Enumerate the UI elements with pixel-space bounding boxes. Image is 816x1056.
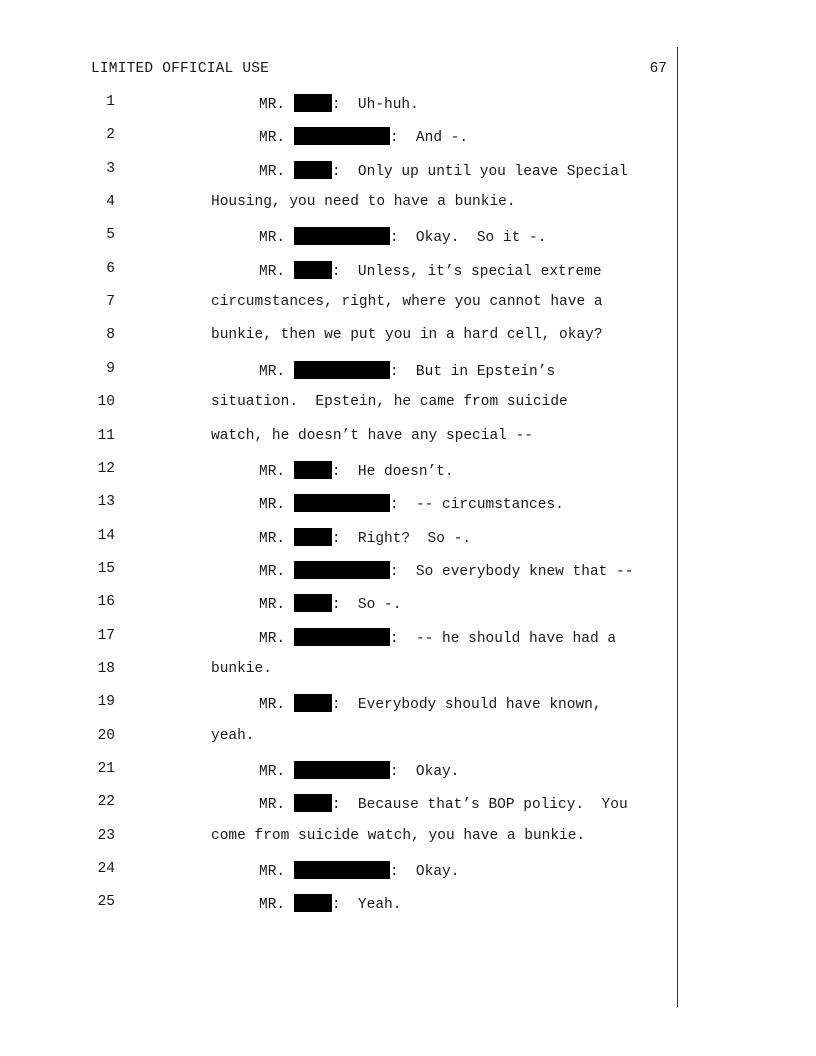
spoken-text: : -- he should have had a: [389, 630, 617, 647]
redaction-box: [294, 127, 390, 145]
page-number: 67: [649, 61, 667, 77]
speaker-title: MR.: [259, 563, 294, 580]
redaction-box: [294, 361, 390, 379]
spoken-text: : -- circumstances.: [389, 497, 564, 514]
speaker-line: [259, 494, 564, 513]
spoken-text: : Uh-huh.: [331, 97, 419, 113]
speaker-title: MR.: [259, 764, 294, 780]
speaker-line: [259, 361, 555, 380]
redaction-box: [294, 894, 332, 912]
speaker-title: MR.: [259, 530, 294, 547]
redaction-box: [294, 561, 390, 579]
speaker-title: MR.: [259, 897, 294, 914]
line-number: 20: [97, 727, 115, 744]
speaker-line: [259, 628, 616, 647]
line-number: 7: [106, 294, 115, 311]
redaction-box: [294, 94, 332, 112]
speaker-line: [259, 894, 401, 913]
line-number: 1: [106, 94, 115, 110]
line-number: 23: [97, 827, 115, 844]
speaker-title: MR.: [259, 864, 294, 881]
line-number: 19: [97, 694, 115, 711]
spoken-text: : He doesn’t.: [331, 463, 454, 480]
redaction-box: [294, 161, 332, 179]
line-number: 13: [97, 494, 115, 511]
speaker-title: MR.: [259, 163, 294, 180]
continuation-line: bunkie, then we put you in a hard cell, okay?: [211, 327, 603, 344]
line-number: 10: [97, 394, 115, 411]
speaker-line: [259, 594, 401, 613]
line-number: 12: [97, 460, 115, 477]
speaker-title: MR.: [259, 230, 294, 247]
redaction-box: [294, 594, 332, 612]
line-number: 9: [106, 360, 115, 377]
spoken-text: : Yeah.: [331, 897, 402, 914]
line-number: 18: [97, 660, 115, 677]
line-number: 21: [97, 761, 115, 777]
redaction-box: [294, 494, 390, 512]
speaker-title: MR.: [259, 263, 294, 280]
speaker-title: MR.: [259, 697, 294, 714]
spoken-text: : Unless, it’s special extreme: [331, 263, 602, 280]
speaker-line: [259, 461, 454, 480]
line-number: 14: [97, 527, 115, 544]
continuation-line: situation. Epstein, he came from suicide: [211, 394, 568, 411]
speaker-title: MR.: [259, 630, 294, 647]
line-number: 15: [97, 560, 115, 577]
redaction-box: [294, 528, 332, 546]
redaction-box: [294, 861, 390, 879]
line-number: 16: [97, 594, 115, 611]
continuation-line: bunkie.: [211, 660, 272, 677]
line-number: 25: [97, 894, 115, 911]
speaker-title: MR.: [259, 597, 294, 614]
speaker-line: [259, 161, 628, 180]
speaker-line: [259, 261, 602, 280]
line-number: 8: [106, 327, 115, 344]
right-margin-rule: [677, 47, 678, 1007]
classification-header: LIMITED OFFICIAL USE: [91, 61, 270, 77]
continuation-line: come from suicide watch, you have a bunkie.: [211, 827, 586, 844]
redaction-box: [294, 261, 332, 279]
line-number: 4: [106, 194, 115, 211]
speaker-title: MR.: [259, 797, 294, 814]
spoken-text: : But in Epstein’s: [389, 363, 556, 380]
speaker-title: MR.: [259, 130, 294, 147]
speaker-line: [259, 528, 471, 547]
spoken-text: : Right? So -.: [331, 530, 472, 547]
line-number: 3: [106, 160, 115, 177]
spoken-text: : So -.: [331, 597, 402, 614]
line-number: 17: [97, 627, 115, 644]
speaker-line: [259, 561, 633, 580]
spoken-text: : Okay.: [389, 764, 460, 780]
continuation-line: watch, he doesn’t have any special --: [211, 427, 533, 444]
spoken-text: : Okay. So it -.: [389, 230, 547, 247]
speaker-title: MR.: [259, 497, 294, 514]
speaker-title: MR.: [259, 363, 294, 380]
speaker-line: [259, 761, 459, 780]
speaker-line: [259, 861, 459, 880]
line-number: 11: [97, 427, 115, 444]
spoken-text: : Because that’s BOP policy. You: [331, 797, 628, 814]
speaker-line: [259, 227, 546, 246]
redaction-box: [294, 461, 332, 479]
line-number: 5: [106, 227, 115, 244]
continuation-line: Housing, you need to have a bunkie.: [211, 194, 516, 211]
line-number: 24: [97, 861, 115, 878]
continuation-line: circumstances, right, where you cannot have a: [211, 294, 603, 311]
redaction-box: [294, 794, 332, 812]
continuation-line: yeah.: [211, 727, 255, 744]
speaker-line: [259, 794, 628, 813]
speaker-title: MR.: [259, 463, 294, 480]
spoken-text: : Everybody should have known,: [331, 697, 602, 714]
spoken-text: : Only up until you leave Special: [331, 163, 628, 180]
spoken-text: : Okay.: [389, 864, 460, 881]
speaker-line: [259, 94, 419, 113]
spoken-text: : And -.: [389, 130, 469, 147]
speaker-title: MR.: [259, 97, 294, 113]
redaction-box: [294, 628, 390, 646]
speaker-line: [259, 694, 602, 713]
spoken-text: : So everybody knew that --: [389, 563, 634, 580]
line-number: 22: [97, 794, 115, 811]
line-number: 6: [106, 260, 115, 277]
redaction-box: [294, 694, 332, 712]
redaction-box: [294, 761, 390, 779]
line-number: 2: [106, 127, 115, 144]
redaction-box: [294, 227, 390, 245]
speaker-line: [259, 127, 468, 146]
